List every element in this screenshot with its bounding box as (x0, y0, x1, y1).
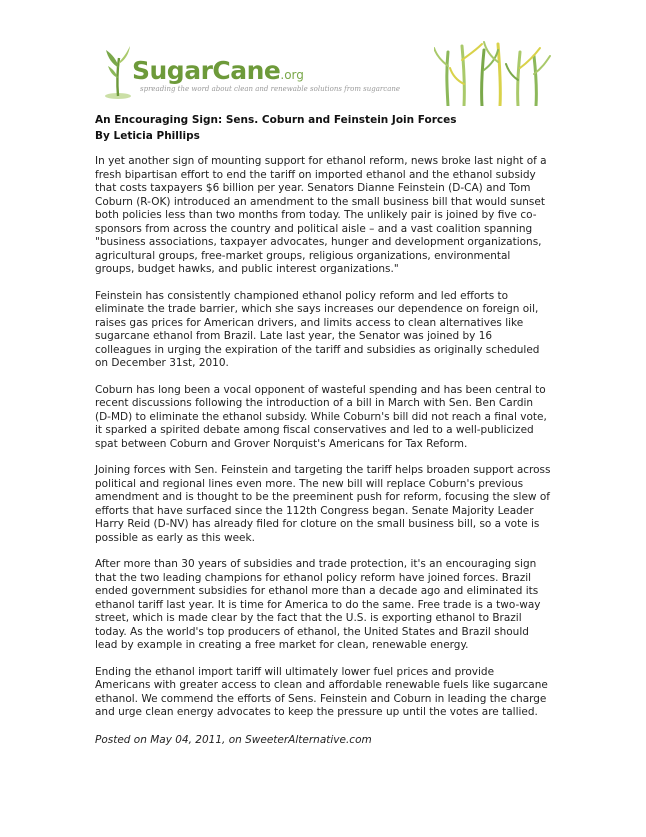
posted-footer: Posted on May 04, 2011, on SweeterAlternative.com (95, 733, 372, 746)
sugarcane-logo (102, 38, 442, 108)
brand-tagline: spreading the word about clean and renewable solutions from sugarcane (140, 85, 401, 93)
sugarcane-illustration-icon (434, 40, 552, 106)
article-paragraph: In yet another sign of mounting support for ethanol reform, news broke last night of a fresh bipartisan effort to end the tariff on imported ethanol and the ethanol subsidy that costs taxpayers $6 billion per year. Senators Dianne Feinstein (D-CA) and Tom Coburn (R-OK) introduced an amendment to the small business bill that would sunset both policies less than two months from today. The unlikely pair is joined by five co-sponsors from across the country and political aisle – and a vast coalition spanning "business associations, taxpayer advocates, hunger and development organizations, agricultural groups, free-market groups, religious organizations, environmental groups, budget hawks, and public interest organizations." (95, 155, 547, 275)
article-paragraph: Feinstein has consistently championed ethanol policy reform and led efforts to eliminate the trade barrier, which she says increases our dependence on foreign oil, raises gas prices for American drivers, and limits access to clean alternatives like sugarcane ethanol from Brazil. Late last year, the Senator was joined by 16 colleagues in urging the expiration of the tariff and subsidies as originally scheduled on December 31st, 2010. (95, 289, 540, 369)
article-paragraph: Ending the ethanol import tariff will ultimately lower fuel prices and provide Americans with greater access to clean and affordable renewable fuels like sugarcane ethanol. We commend the efforts of Sens. Feinstein and Coburn in leading the charge and urge clean energy advocates to keep the pressure up until the votes are tallied. (95, 665, 548, 718)
article-paragraph: Joining forces with Sen. Feinstein and targeting the tariff helps broaden support across political and regional lines even more. The new bill will replace Coburn's previous amendment and is thought to be the preeminent push for reform, focusing the slew of efforts that have surfaced since the 112th Congress began. Senate Majority Leader Harry Reid (D-NV) has already filed for cloture on the small business bill, so a vote is possible as early as this week. (95, 464, 551, 544)
article-title: An Encouraging Sign: Sens. Coburn and Feinstein Join Forces (95, 114, 457, 126)
article-byline: By Leticia Phillips (95, 130, 200, 142)
sugarcane-sprout-icon (102, 44, 134, 100)
article-paragraph: After more than 30 years of subsidies and trade protection, it's an encouraging sign that the two leading champions for ethanol policy reform have joined forces. Brazil ended government subsidies for ethanol more than a decade ago and eliminated its ethanol tariff last year. It is time for America to do the same. Free trade is a two-way street, which is made clear by the fact that the U.S. is exporting ethanol to Brazil today. As the world's top producers of ethanol, the United States and Brazil should lead by example in creating a free market for clean, renewable energy. (95, 558, 541, 651)
article-paragraph: Coburn has long been a vocal opponent of wasteful spending and has been central to recent discussions following the introduction of a bill in March with Sen. Ben Cardin (D-MD) to eliminate the ethanol subsidy. While Coburn's bill did not reach a final vote, it sparked a spirited debate among fiscal conservatives and led to a well-publicized spat between Coburn and Grover Norquist's Americans for Tax Reform. (95, 383, 547, 450)
article-body (95, 155, 551, 760)
brand-tld: .org (280, 68, 304, 82)
brand-wordmark: SugarCane (132, 56, 281, 85)
brand-name (132, 56, 304, 85)
article-header (95, 112, 565, 144)
